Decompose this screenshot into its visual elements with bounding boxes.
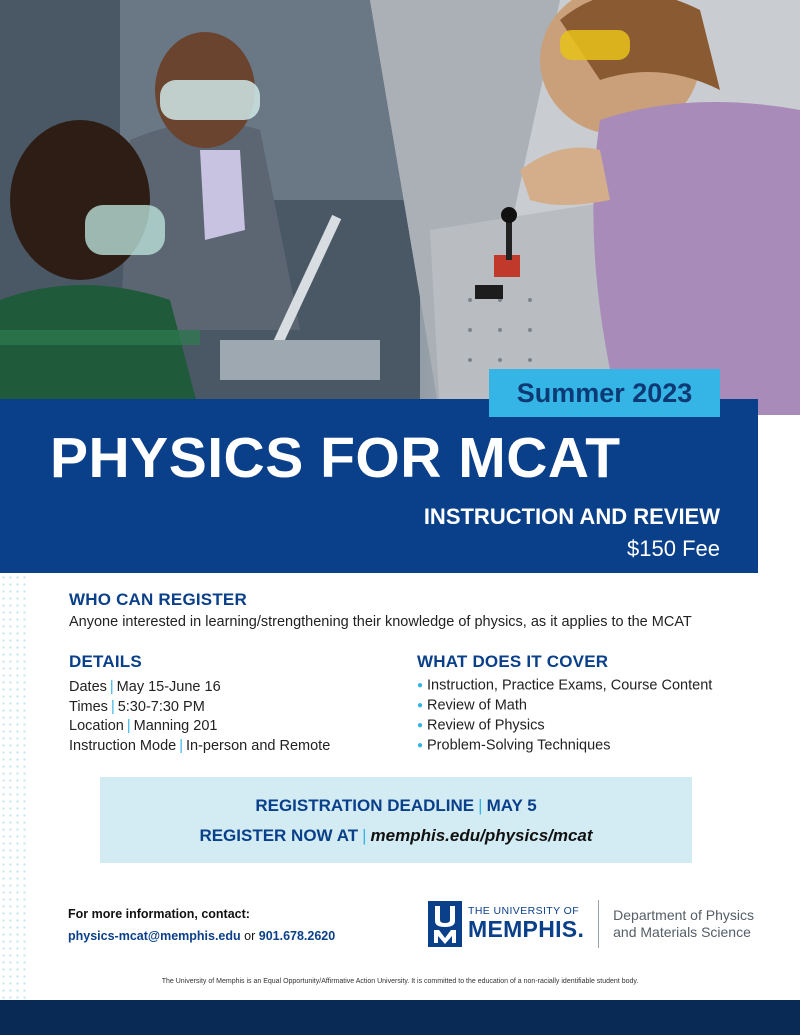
detail-label: Location (69, 718, 124, 734)
page-subtitle: INSTRUCTION AND REVIEW (423, 504, 720, 529)
separator: | (362, 826, 367, 845)
list-item (417, 736, 777, 756)
detail-item (69, 737, 389, 757)
detail-value: Manning 201 (133, 718, 218, 734)
details-heading: DETAILS (69, 652, 142, 671)
department-name (613, 907, 754, 941)
cover-item-text: Review of Physics (427, 717, 545, 734)
detail-label: Dates (69, 679, 107, 695)
season-badge: Summer 2023 (489, 369, 720, 417)
phone-link[interactable]: 901.678.2620 (258, 929, 336, 943)
separator: | (109, 679, 114, 695)
page-title: PHYSICS FOR MCAT (50, 426, 621, 490)
bullet-icon: ● (417, 720, 424, 732)
bullet-icon: ● (417, 740, 424, 752)
detail-item (69, 678, 389, 698)
register-label: REGISTER NOW AT (199, 826, 359, 845)
university-logo (428, 900, 754, 948)
bullet-icon: ● (417, 680, 424, 691)
detail-label: Times (69, 698, 108, 715)
who-can-register-section (69, 590, 769, 630)
university-wordmark (468, 905, 584, 943)
legal-disclaimer: The University of Memphis is an Equal Opportunity/Affirmative Action University. It is committed to the education of a non-racially identifiable student body. (161, 978, 639, 985)
dept-line-2: and Materials Science (613, 924, 751, 940)
detail-label: Instruction Mode (69, 737, 177, 754)
detail-item (69, 698, 389, 718)
lab-students-photo (0, 0, 800, 415)
cover-item-text: Review of Math (427, 697, 527, 714)
separator: | (179, 737, 183, 754)
email-link[interactable]: physics-mcat@memphis.edu (68, 929, 241, 943)
separator: | (126, 718, 131, 734)
dept-line-1: Department of Physics (613, 907, 754, 923)
detail-value: May 15-June 16 (116, 679, 221, 695)
contact-line (68, 929, 335, 943)
who-text: Anyone interested in learning/strengthening their knowledge of physics, as it applies to the MCAT (69, 614, 692, 630)
footer-bar (0, 1000, 800, 1035)
details-section (69, 652, 389, 756)
registration-deadline (100, 796, 692, 816)
university-big-text: MEMPHIS. (468, 916, 585, 942)
cover-heading: WHAT DOES IT COVER (417, 652, 609, 671)
registration-box (100, 777, 692, 863)
contact-section (68, 907, 335, 943)
deadline-value: MAY 5 (486, 796, 537, 815)
detail-value: In-person and Remote (185, 737, 331, 754)
fee-label: $150 Fee (627, 536, 720, 561)
university-of-memphis-logo-icon (428, 901, 462, 947)
register-now (100, 826, 692, 846)
list-item (417, 716, 777, 736)
list-item (417, 696, 777, 716)
or-text: or (244, 929, 256, 943)
bullet-icon: ● (417, 700, 424, 712)
list-item (417, 676, 777, 696)
cover-item-text: Problem-Solving Techniques (427, 737, 611, 754)
detail-value: 5:30-7:30 PM (117, 698, 205, 715)
separator: | (110, 698, 115, 715)
contact-label: For more information, contact: (68, 907, 250, 921)
who-heading: WHO CAN REGISTER (69, 590, 247, 609)
university-small-text: THE UNIVERSITY OF (468, 905, 580, 917)
detail-item (69, 717, 389, 737)
logo-divider (598, 900, 599, 948)
cover-section (417, 652, 777, 756)
cover-item-text: Instruction, Practice Exams, Course Content (427, 677, 713, 694)
hero-photo (0, 0, 800, 415)
deadline-label: REGISTRATION DEADLINE (255, 796, 475, 815)
separator: | (478, 796, 483, 815)
register-url-link[interactable]: memphis.edu/physics/mcat (370, 826, 593, 845)
